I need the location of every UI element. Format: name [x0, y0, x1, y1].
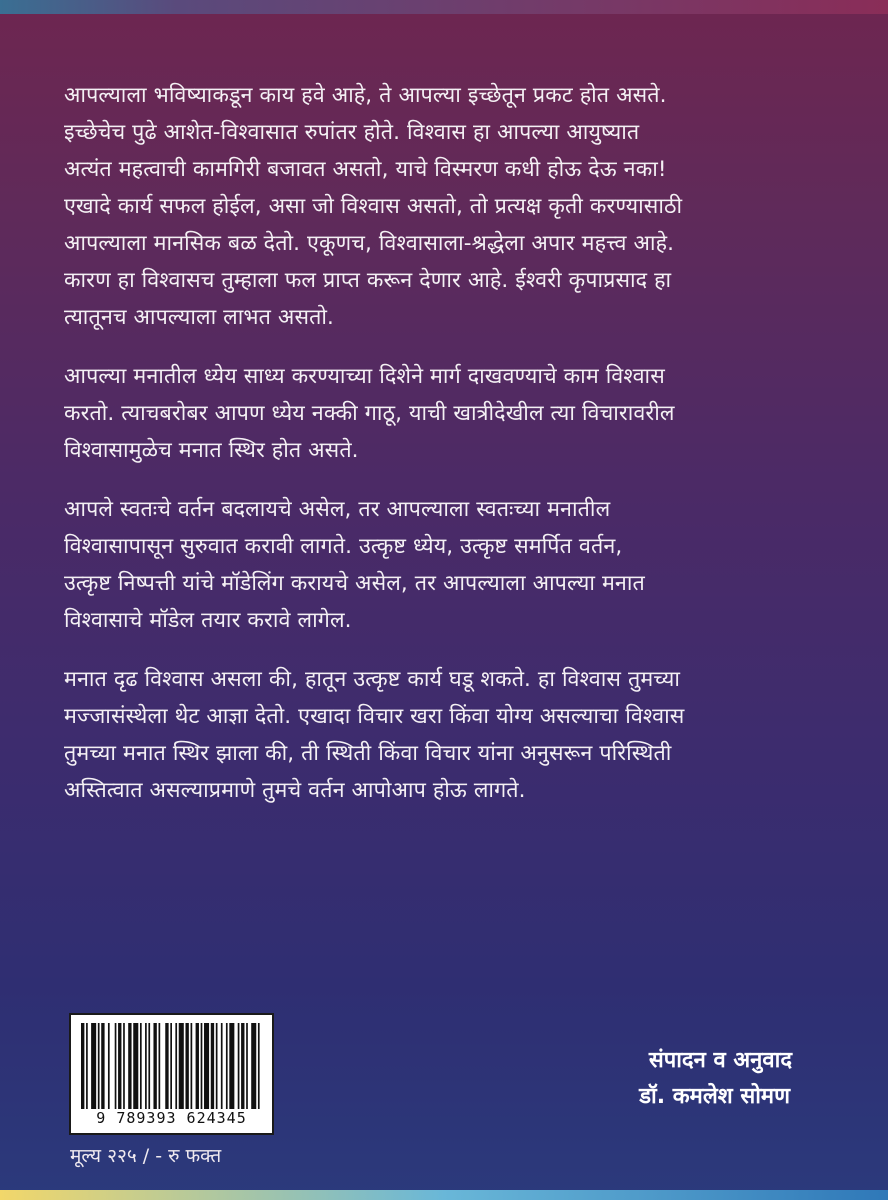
text-line: विश्वासाचे मॉडेल तयार करावे लागेल.: [64, 608, 352, 633]
barcode-bar: [115, 1023, 117, 1109]
barcode-bar: [246, 1023, 248, 1109]
barcode-bar: [81, 1023, 84, 1109]
text-line: तुमच्या मनात स्थिर झाला की, ती स्थिती किंवा विचार यांना अनुसरून परिस्थिती: [64, 741, 672, 766]
barcode-bars-graphic: [81, 1023, 263, 1109]
barcode-bar: [86, 1023, 88, 1109]
bottom-color-strip: [0, 1190, 888, 1200]
barcode-bar: [153, 1023, 156, 1109]
top-color-strip: [0, 0, 888, 14]
paragraph-3: [64, 491, 824, 639]
barcode-bar: [258, 1023, 260, 1109]
text-line: इच्छेचेच पुढे आशेत-विश्वासात रुपांतर होते. विश्वास हा आपल्या आयुष्यात: [64, 120, 640, 145]
barcode-bar: [145, 1023, 147, 1109]
barcode-bar: [229, 1023, 234, 1109]
barcode-bar: [241, 1023, 244, 1109]
barcode-bar: [98, 1023, 100, 1109]
barcode-bar: [201, 1023, 203, 1109]
barcode-bar: [101, 1023, 104, 1109]
text-line: विश्वासामुळेच मनात स्थिर होत असते.: [64, 438, 359, 463]
barcode-bar: [238, 1023, 240, 1109]
barcode-bar: [226, 1023, 228, 1109]
text-line: मनात दृढ विश्वास असला की, हातून उत्कृष्ट कार्य घडू शकते. हा विश्वास तुमच्या: [64, 667, 681, 692]
text-line: त्यातूनच आपल्याला लाभत असतो.: [64, 305, 334, 330]
back-cover-text: [64, 77, 824, 831]
barcode-bar: [118, 1023, 121, 1109]
text-line: आपल्याला भविष्याकडून काय हवे आहे, ते आपल्या इच्छेतून प्रकट होत असते.: [64, 83, 667, 108]
barcode-bar: [196, 1023, 199, 1109]
paragraph-2: [64, 358, 824, 469]
barcode-bar: [159, 1023, 161, 1109]
text-line: एखादे कार्य सफल होईल, असा जो विश्वास असतो, तो प्रत्यक्ष कृती करण्यासाठी: [64, 194, 683, 219]
isbn-barcode: [69, 1013, 274, 1135]
barcode-bar: [108, 1023, 110, 1109]
barcode-bar: [204, 1023, 209, 1109]
barcode-bar: [91, 1023, 96, 1109]
text-line: अत्यंत महत्वाची कामगिरी बजावत असतो, याचे विस्मरण कधी होऊ देऊ नका!: [64, 157, 667, 182]
barcode-number: 9 789393 624345: [96, 1109, 247, 1127]
text-line: विश्वासापासून सुरुवात करावी लागते. उत्कृष्ट ध्येय, उत्कृष्ट समर्पित वर्तन,: [64, 534, 623, 559]
barcode-bar: [128, 1023, 131, 1109]
barcode-bar: [133, 1023, 138, 1109]
barcode-bar: [216, 1023, 218, 1109]
price-label: मूल्य २२५ / - रु फक्त: [70, 1145, 222, 1167]
barcode-bar: [165, 1023, 168, 1109]
editor-name: डॉ. कमलेश सोमण: [639, 1084, 790, 1109]
barcode-bar: [170, 1023, 172, 1109]
barcode-bar: [251, 1023, 256, 1109]
text-line: उत्कृष्ट निष्पत्ती यांचे मॉडेलिंग करायचे असेल, तर आपल्याला आपल्या मनात: [64, 571, 645, 596]
barcode-bar: [179, 1023, 184, 1109]
barcode-bar: [191, 1023, 193, 1109]
text-line: आपल्या मनातील ध्येय साध्य करण्याच्या दिशेने मार्ग दाखवण्याचे काम विश्वास: [64, 364, 665, 389]
paragraph-4: [64, 661, 824, 809]
text-line: अस्तित्वात असल्याप्रमाणे तुमचे वर्तन आपोआप होऊ लागते.: [64, 778, 526, 803]
barcode-bar: [211, 1023, 214, 1109]
barcode-bar: [185, 1023, 188, 1109]
text-line: आपल्याला मानसिक बळ देतो. एकूणच, विश्वासाला-श्रद्धेला अपार महत्त्व आहे.: [64, 231, 675, 256]
text-line: आपले स्वतःचे वर्तन बदलायचे असेल, तर आपल्याला स्वतःच्या मनातील: [64, 497, 611, 522]
text-line: करतो. त्याचबरोबर आपण ध्येय नक्की गाठू, याची खात्रीदेखील त्या विचारावरील: [64, 401, 675, 426]
barcode-bar: [221, 1023, 223, 1109]
text-line: मज्जासंस्थेला थेट आज्ञा देतो. एखादा विचार खरा किंवा योग्य असल्याचा विश्वास: [64, 704, 685, 729]
editor-role: संपादन व अनुवाद: [648, 1048, 792, 1073]
paragraph-1: [64, 77, 824, 336]
barcode-bar: [140, 1023, 142, 1109]
barcode-bar: [175, 1023, 177, 1109]
barcode-bar: [123, 1023, 125, 1109]
barcode-bar: [148, 1023, 150, 1109]
text-line: कारण हा विश्वासच तुम्हाला फल प्राप्त करून देणार आहे. ईश्वरी कृपाप्रसाद हा: [64, 268, 672, 293]
